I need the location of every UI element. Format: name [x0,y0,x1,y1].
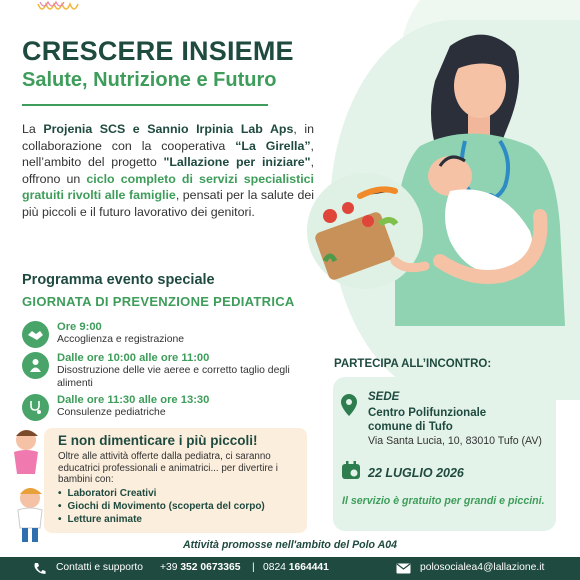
polo-note: Attività promosse nell'ambito del Polo A04 [182,539,398,551]
program-subheading: GIORNATA DI PREVENZIONE PEDIATRICA [22,294,295,309]
list-item: • Letture animate [58,514,265,527]
children-illustration [6,426,54,546]
footer-bar [0,557,580,580]
email-link[interactable]: polosocialea4@lallazione.it [420,562,545,573]
event-date: 22 LUGLIO 2026 [368,466,464,480]
phone-1-link[interactable]: +39 352 0673365 [160,562,241,573]
baby-care-icon [22,352,49,379]
kids-title: E non dimenticare i più piccoli! [58,433,258,448]
phone-2-link[interactable]: 0824 1664441 [263,562,329,573]
title-divider [22,104,268,106]
page-subtitle: Salute, Nutrizione e Futuro [22,69,277,91]
event-label: PARTECIPA ALL’INCONTRO: [334,358,492,370]
venue-name: Centro Polifunzionale comune di Tufo [368,407,487,433]
calendar-icon [341,461,361,480]
intro-paragraph: La Projenia SCS e Sannio Irpinia Lab Aps, in collaborazione con la cooperativa “La Girella”, nell’ambito del progetto "Lallazione per iniziare", offrono un ciclo completo di servizi specialistici gratuiti rivolti alle famiglie, pensati per la salute dei più piccoli e il futuro lavorativo dei genitori. [22,122,315,219]
list-item: • Giochi di Movimento (scoperta del corpo) [58,501,265,514]
page-title: CRESCERE INSIEME [22,36,294,66]
venue-label: SEDE [368,391,400,403]
email-icon [396,563,411,574]
venue-address: Via Santa Lucia, 10, 83010 Tufo (AV) [368,435,542,447]
schedule-item: Ore 9:00 Accoglienza e registrazione [22,321,322,351]
location-pin-icon [341,394,357,416]
decorative-swirl-icon [36,0,82,16]
program-heading: Programma evento speciale [22,272,215,288]
handshake-icon [22,321,49,348]
stethoscope-icon [22,394,49,421]
kids-text: Oltre alle attività offerte dalla pediatra, ci saranno educatrici professionali e animatrici... per divertire i bambini con: [58,451,278,486]
nurse-with-baby-illustration [300,16,580,326]
contacts-label: Contatti e supporto [56,562,144,573]
list-item: • Laboratori Creativi [58,488,265,501]
schedule-item: Dalle ore 10:00 alle ore 11:00 Disostruzione delle vie aeree e corretto taglio degli alimenti [22,352,322,382]
schedule-item: Dalle ore 11:30 alle ore 13:30 Consulenze pediatriche [22,394,322,424]
event-note: Il servizio è gratuito per grandi e piccini. [342,495,545,507]
phone-icon [33,562,46,575]
kids-activity-list [58,488,265,526]
footer-separator: | [252,562,255,573]
